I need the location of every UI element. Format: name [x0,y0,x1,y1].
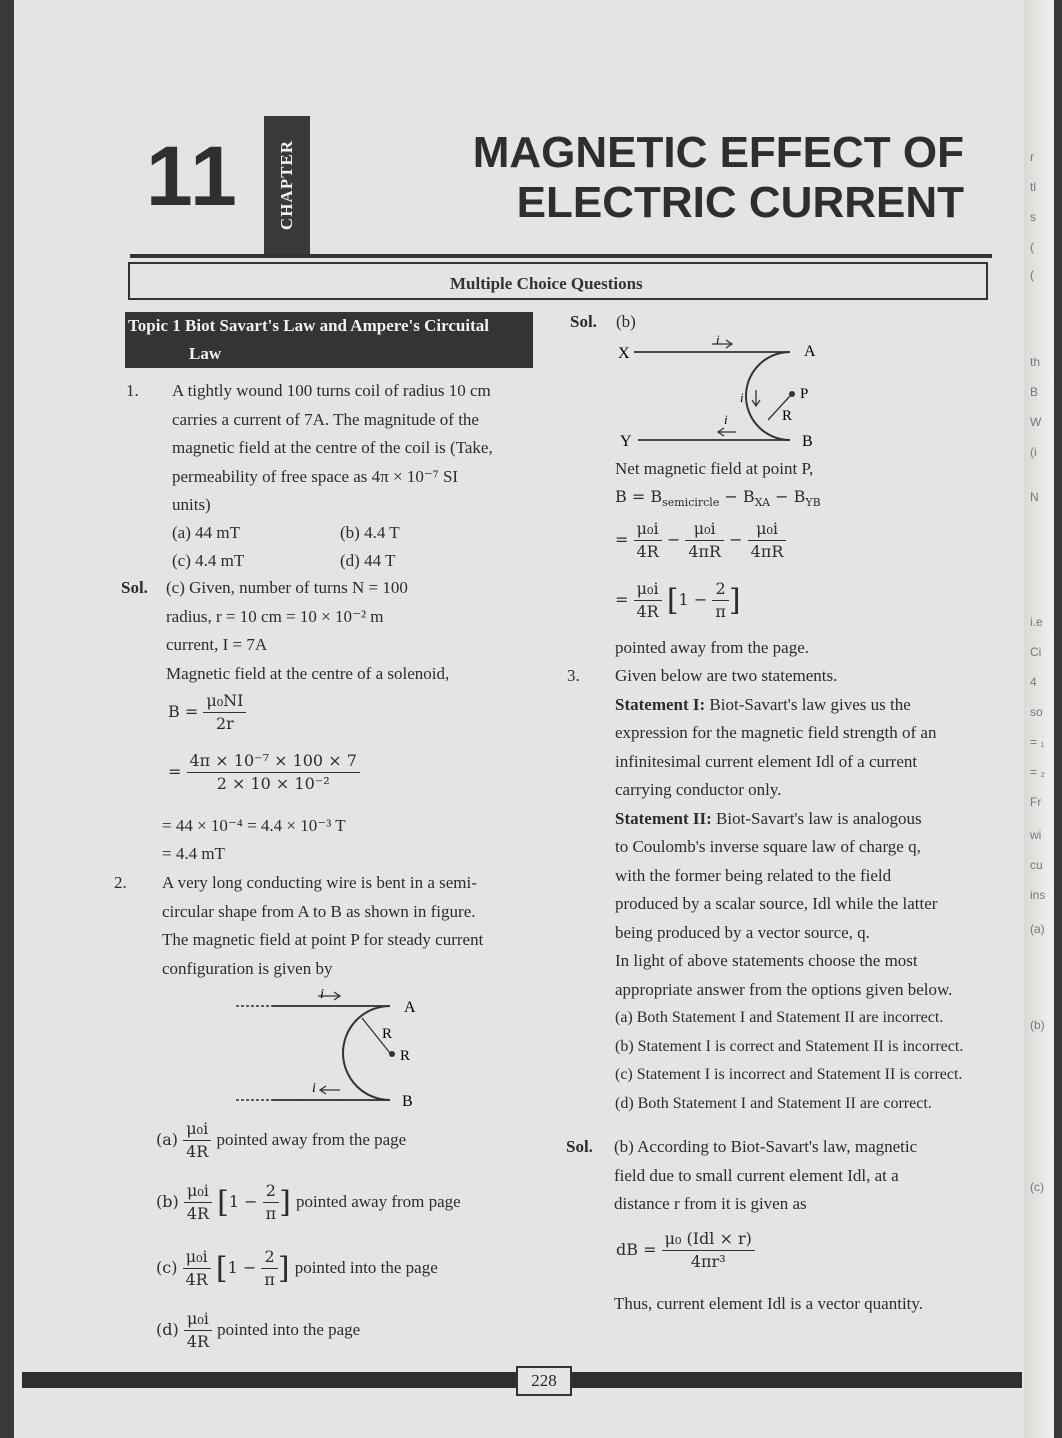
q2-fig-label-R2: R [400,1048,411,1064]
sol2-equation-1: $B = B_{semicircle} - B_{XA} - B_{YB}$ [615,487,821,510]
sol2-fig-label-A: A [804,343,816,360]
chapter-tab: CHAPTER [264,116,310,254]
header-rule [130,254,992,258]
q2-option-d: (d) $\frac{\text{μ₀i}}{4R}$ pointed into the page [156,1309,361,1351]
q2-fig-semicircle [343,1006,393,1100]
q2-fig-current-bottom: i [312,1081,316,1096]
q2-number: 2. [114,873,127,892]
sol3-text: (b) According to Biot-Savart's law, magnetic field due to small current element Idl, at a distance r from it is given as [614,1137,918,1213]
q2-fig-label-A: A [404,999,416,1016]
sol2-fig-label-B: B [802,433,813,450]
q3-text: Given below are two statements. Statement I: Biot-Savart's law gives us the expression for the magnetic field strength of an infinitesimal current element Idl of a current carrying conductor only. Statement II: Biot-Savart's law is analogous to Coulomb's inverse square law of charge q, with the former being related to the field produced by a scalar source, Idl while the latter being produced by a vector source, q. In light of above statements choose the most appropriate answer from the options given below. (a) Both Statement I and Statement II are incorrect. (b) Statement I is correct and Statement II is incorrect. (c) Statement I is incorrect and Statement II is correct. (d) Both Statement I and Statement II are correct. [615,666,964,1112]
sol3-equation: dB = $\frac{\text{μ₀ (Idl × r)}}{\text{4πr³}}$ [616,1228,755,1273]
sol2-fig-point [789,391,795,397]
q2-option-c: (c) $\frac{\text{μ₀i}}{4R}$ [1 − $\frac{2}{\pi}$ ] pointed into the page [156,1247,438,1289]
sol2-fig-arrow-mid [752,390,760,406]
q2-text: A very long conducting wire is bent in a semi- circular shape from A to B as shown in figure. The magnetic field at point P for steady current configuration is given by [162,873,484,978]
sol2-fig-label-Y: Y [620,433,632,450]
sol3-conclusion: Thus, current element Idl is a vector quantity. [614,1294,924,1313]
q2-option-a: (a) $\frac{\text{μ₀i}}{4R}$ pointed away from the page [156,1119,407,1161]
book-page [14,0,1054,1438]
sol1-result-2: = 4.4 mT [162,844,225,863]
next-page-edge: r tl s ( ( th B W (i N i.e Ci 4 so = ₁ = ₂ Fr wi cu ins (a) (b) (c) [1024,0,1054,1438]
sol2-fig-current-top: i [716,332,720,347]
sol2-text-1: Net magnetic field at point P, [615,459,814,478]
q2-option-b: (b) $\frac{\text{μ₀i}}{4R}$ [1 − $\frac{2}{\pi}$ ] pointed away from page [156,1181,461,1223]
q1-number: 1. [126,381,139,400]
q1-option-d: (d) 44 T [340,551,396,570]
sol2-fig-label-X: X [618,345,630,362]
q3-number: 3. [567,666,580,685]
sol2-fig-current-mid: i [740,390,744,405]
q2-fig-arrow-bottom [320,1086,340,1094]
page-number: 228 [516,1366,572,1396]
q2-figure [232,988,432,1118]
sol1-equation-2: = $\frac{\text{4π × 10⁻⁷ × 100 × 7}}{\text{2 × 10 × 10⁻²}}$ [168,750,360,795]
sol2-fig-arrow-bottom [718,428,736,436]
sol2-fig-label-P: P [800,386,809,402]
q1-option-b: (b) 4.4 T [340,523,400,542]
section-heading: Multiple Choice Questions [450,274,643,293]
sol2-equation-2: = $\frac{\text{μ₀i}}{4R}$ − $\frac{\text{μ₀i}}{4\pi R}$ − $\frac{\text{μ₀i}}{4\pi R}$ [615,518,786,563]
sol2-fig-label-R: R [782,408,793,424]
sol3-label: Sol. [566,1137,593,1156]
chapter-title: MAGNETIC EFFECT OF ELECTRIC CURRENT [472,128,964,227]
q2-fig-current-top: i [320,988,324,1002]
sol1-label: Sol. [121,578,148,597]
sol2-answer: (b) [616,312,636,331]
sol1-result-1: = 44 × 10⁻⁴ = 4.4 × 10⁻³ T [162,816,346,835]
sol1-equation-1: B = $\frac{\text{μ₀NI}}{2r}$ [168,690,246,735]
sol1-text: (c) Given, number of turns N = 100 radius, r = 10 cm = 10 × 10⁻² m current, I = 7A Magnetic field at the centre of a solenoid, [166,578,450,683]
q1-text: A tightly wound 100 turns coil of radius 10 cm carries a current of 7A. The magnitude of the magnetic field at the centre of the coil is (Take, permeability of free space as 4π × 10⁻⁷ SI units) [172,381,493,514]
section-heading-box [128,262,988,300]
sol2-text-2: pointed away from the page. [615,638,810,657]
q1-option-a: (a) 44 mT [172,523,240,542]
sol2-fig-arrow-top [712,340,732,348]
sol2-figure [614,330,824,456]
topic-heading: Topic 1 Biot Savart's Law and Ampere's Circuital Law [125,312,533,368]
sol2-label: Sol. [570,312,597,331]
sol2-equation-3: = $\frac{\text{μ₀i}}{4R}$ [1 − $\frac{2}{\pi}$ ] [615,579,741,621]
q1-option-c: (c) 4.4 mT [172,551,245,570]
q2-fig-label-R1: R [382,1026,393,1042]
sol2-fig-semicircle [746,352,793,440]
sol2-fig-current-bottom: i [724,412,728,427]
q2-fig-label-B: B [402,1093,413,1110]
chapter-number: 11 [146,129,239,223]
q2-fig-point [389,1051,395,1057]
